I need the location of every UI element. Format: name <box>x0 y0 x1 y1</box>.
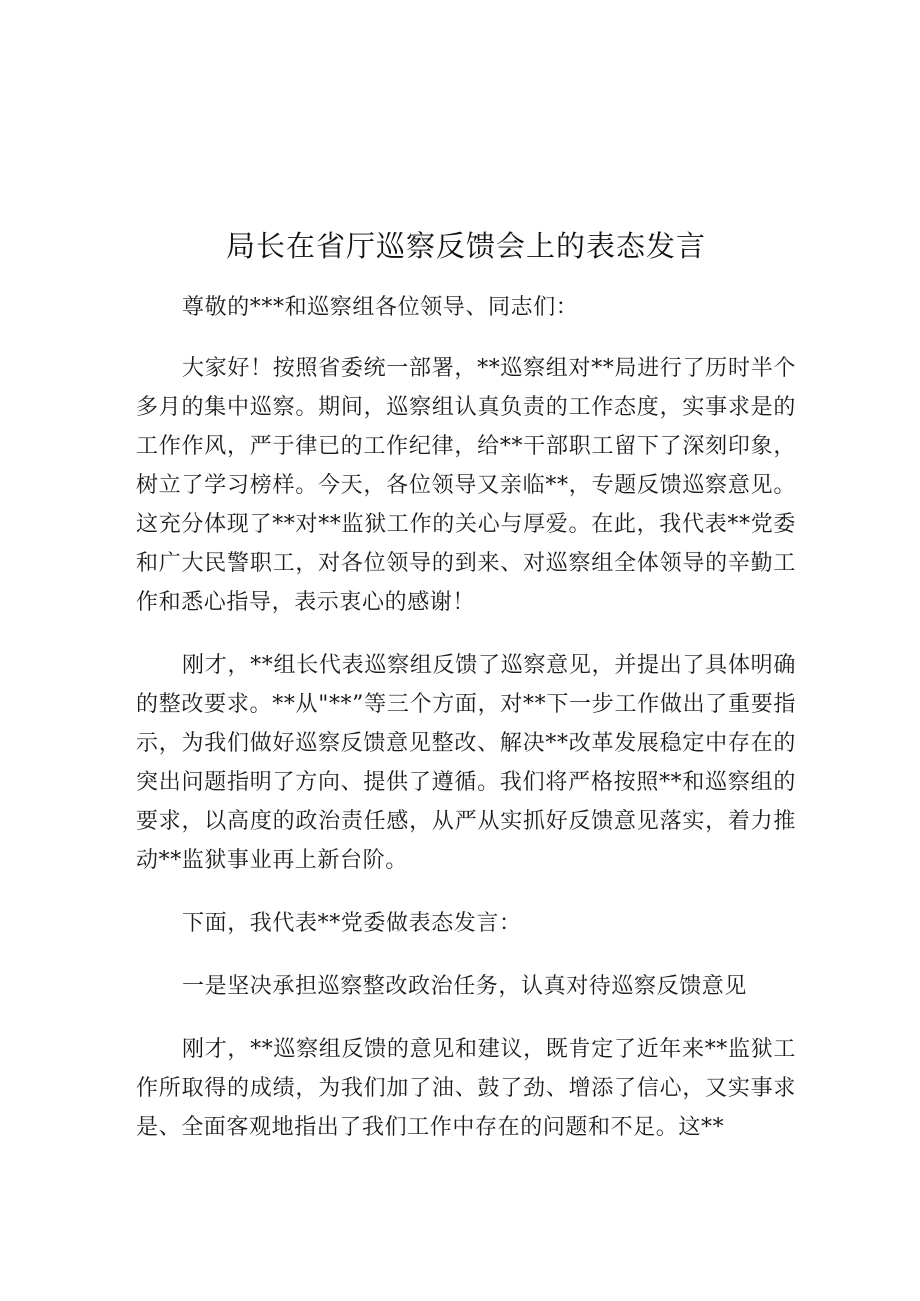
section-heading-one: 一是坚决承担巡察整改政治任务，认真对待巡察反馈意见 <box>182 974 748 999</box>
statement-intro-paragraph: 下面，我代表**党委做表态发言： <box>182 911 522 936</box>
feedback-paragraph: 刚才，**组长代表巡察组反馈了巡察意见，并提出了具体明确的整改要求。**从"**”等三个方面，对**下一步工作做出了重要指示，为我们做好巡察反馈意见整改、解决**改革发展稳定中存在的突出问题指明了方向、提供了遵循。我们将严格按照**和巡察组的要求，以高度的政治责任感，从严从实抓好反馈意见落实，着力推动**监狱事业再上新台阶。 <box>136 653 796 873</box>
salutation-paragraph: 尊敬的***和巡察组各位领导、同志们： <box>182 295 579 320</box>
opening-paragraph: 大家好！按照省委统一部署，**巡察组对**局进行了历时半个多月的集中巡察。期间，巡察组认真负责的工作态度，实事求是的工作作风，严于律已的工作纪律，给**干部职工留下了深刻印象，树立了学习榜样。今天，各位领导又亲临**，专题反馈巡察意见。这充分体现了**对**监狱工作的关心与厚爱。在此，我代表**党委和广大民警职工，对各位领导的到来、对巡察组全体领导的辛勤工作和悉心指导，表示衷心的感谢！ <box>136 356 796 615</box>
body-paragraph: 刚才，**巡察组反馈的意见和建议，既肯定了近年来**监狱工作所取得的成绩，为我们加了油、鼓了劲、增添了信心，又实事求是、全面客观地指出了我们工作中存在的问题和不足。这** <box>136 1037 796 1140</box>
document-title: 局长在省厅巡察反馈会上的表态发言 <box>225 229 706 263</box>
document-page <box>136 226 796 1171</box>
